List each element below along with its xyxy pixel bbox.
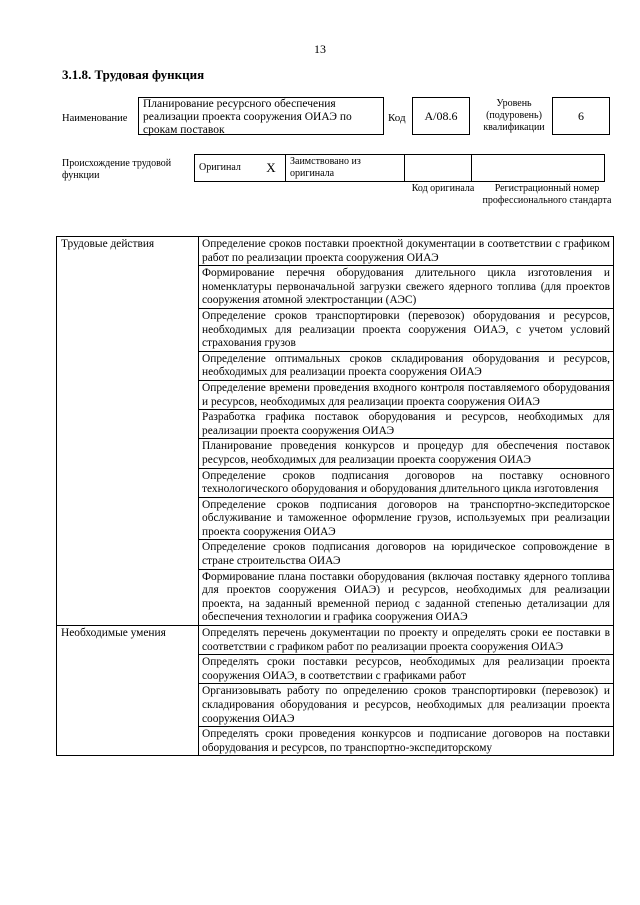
action-item: Определение сроков поставки проектной документации в соответствии с графиком работ по реализации проекта сооружения ОИАЭ [199,237,614,266]
action-item: Определение времени проведения входного контроля поставляемого оборудования и ресурсов, необходимых для реализации проекта сооружения ОИАЭ [199,380,614,409]
action-item: Определение сроков подписания договоров на транспортно-экспедиторское обслуживание и таможенное оформление грузов, используемых при реализации проекта сооружения ОИАЭ [199,497,614,540]
action-item: Определение сроков подписания договоров на юридическое сопровождение в стране строительства ОИАЭ [199,540,614,569]
reg-number-cell [472,155,605,182]
skills-label: Необходимые умения [57,626,199,756]
action-item: Определение сроков подписания договоров на поставку основного технологического оборудования и оборудования длительного цикла изготовления [199,468,614,497]
function-name: Планирование ресурсного обеспечения реализации проекта сооружения ОИАЭ по срокам поставок [143,98,352,136]
level-value: 6 [578,108,584,123]
labor-function-table [56,236,614,756]
original-mark: X [257,155,286,182]
code-label: Код [388,112,406,124]
function-name-box [138,97,384,135]
code-caption: Код оригинала [411,183,475,194]
actions-label: Трудовые действия [57,237,199,626]
skill-item: Организовывать работу по определению сроков транспортировки (перевозок) и складирования оборудования и ресурсов, необходимых для реализации проекта сооружения ОИАЭ [199,684,614,727]
action-item: Формирование перечня оборудования длительного цикла изготовления и номенклатуры первоначальной загрузки свежего ядерного топлива (для проектов сооружения атомной электростанции (АЭС) [199,266,614,309]
name-label: Наименование [62,113,128,124]
borrowed-label: Заимствовано из оригинала [286,155,405,182]
reg-caption: Регистрационный номер профессионального стандарта [482,183,612,206]
action-item: Формирование плана поставки оборудования (включая поставку ядерного топлива для проектов сооружения ОИАЭ) и ресурсов, необходимых для реализации проекта, на заданный временной период с заданной степенью детализации для обеспечения технологии и графика сооружения ОИАЭ [199,569,614,625]
action-item: Определение сроков транспортировки (перевозок) оборудования и ресурсов, необходимых для реализации проекта сооружения ОИАЭ, с учетом условий страхования грузов [199,308,614,351]
table-row [57,237,614,266]
action-item: Определение оптимальных сроков складирования оборудования и ресурсов, необходимых для реализации проекта сооружения ОИАЭ [199,351,614,380]
table-row [57,626,614,655]
code-box [412,97,470,135]
skill-item: Определять сроки проведения конкурсов и подписание договоров на поставки оборудования и ресурсов, по транспортно-экспедиторскому [199,727,614,756]
action-item: Разработка графика поставок оборудования и ресурсов, необходимых для реализации проекта сооружения ОИАЭ [199,410,614,439]
original-label: Оригинал [195,155,258,182]
section-title: 3.1.8. Трудовая функция [62,67,205,82]
page-number: 13 [314,42,326,56]
code-value: A/08.6 [424,108,458,123]
action-item: Планирование проведения конкурсов и процедур для обеспечения поставок ресурсов, необходимых для реализации проекта сооружения ОИАЭ [199,439,614,468]
skill-item: Определять перечень документации по проекту и определять сроки ее поставки в соответствии с графиком работ по реализации проекта сооружения ОИАЭ [199,626,614,655]
original-code-cell [405,155,472,182]
level-box [552,97,610,135]
origin-table [194,154,605,182]
skill-item: Определять сроки поставки ресурсов, необходимых для реализации проекта сооружения ОИАЭ, в соответствии с графиками работ [199,655,614,684]
level-label: Уровень (подуровень) квалификации [483,98,545,133]
origin-label: Происхождение трудовой функции [62,158,172,181]
